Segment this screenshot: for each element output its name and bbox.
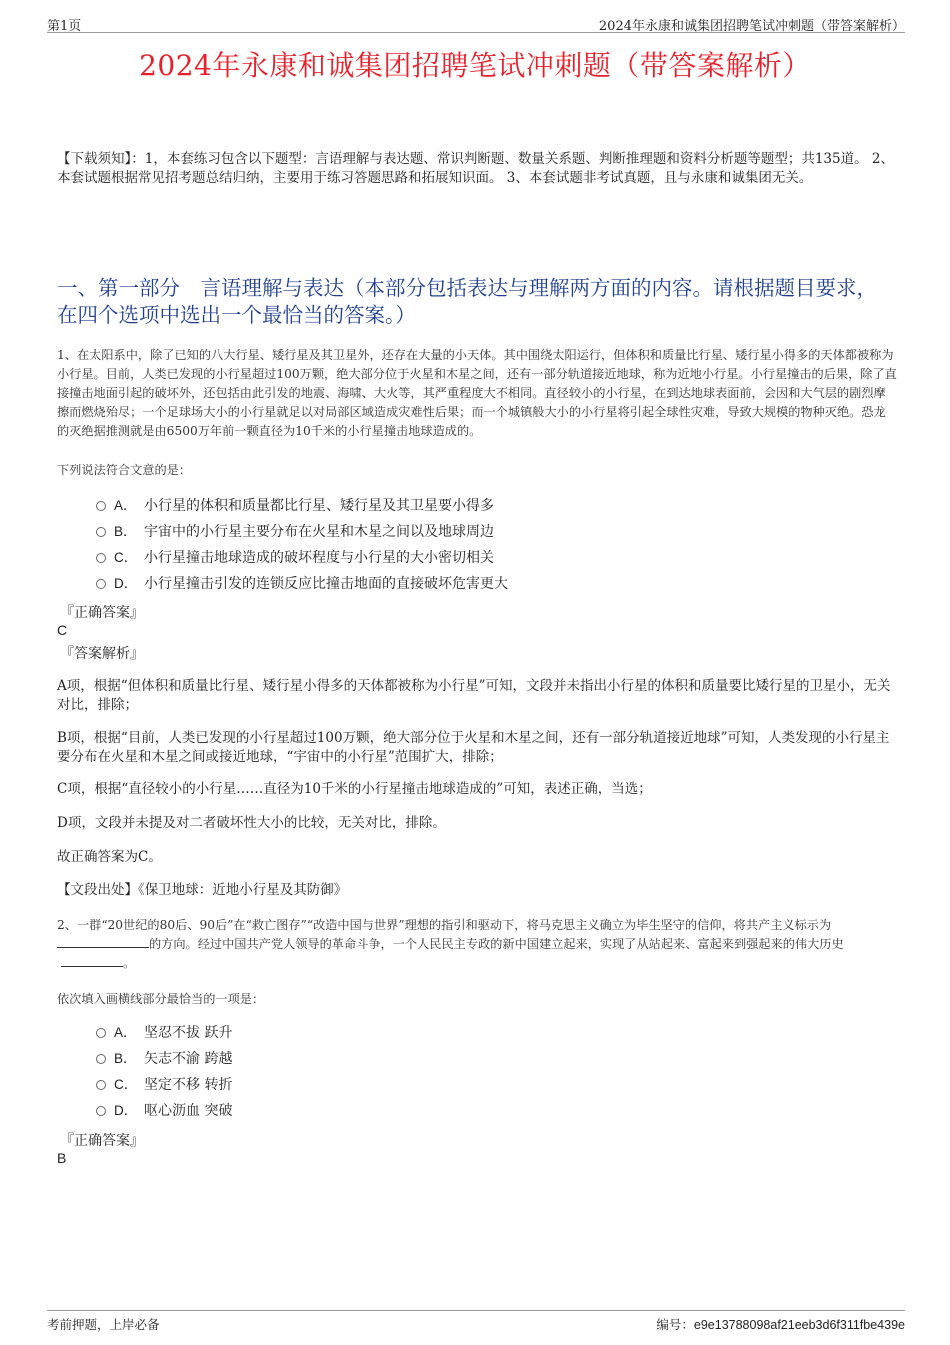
document-id: 编号：e9e13788098af21eeb3d6f311fbe439e bbox=[656, 1318, 905, 1332]
section-title: 一、第一部分 言语理解与表达（本部分包括表达与理解两方面的内容。请根据题目要求，在四个选项中选出一个最恰当的答案。） bbox=[57, 276, 877, 327]
radio-icon[interactable] bbox=[96, 553, 106, 563]
page-footer bbox=[47, 1310, 905, 1331]
fill-blank-1[interactable] bbox=[57, 935, 149, 948]
q2-option-c[interactable]: C． 坚定不移 转折 bbox=[96, 1074, 232, 1100]
q1-answer: C bbox=[57, 622, 68, 638]
page-header bbox=[47, 14, 905, 33]
page-number: 第1页 bbox=[47, 19, 82, 34]
q2-options bbox=[96, 1022, 232, 1126]
q1-option-a[interactable]: A． 小行星的体积和质量都比行星、矮行星及其卫星要小得多 bbox=[96, 495, 508, 521]
header-doc-title: 2024年永康和诚集团招聘笔试冲刺题（带答案解析） bbox=[598, 19, 905, 34]
radio-icon[interactable] bbox=[96, 579, 106, 589]
q1-passage: 1、在太阳系中，除了已知的八大行星、矮行星及其卫星外，还存在大量的小天体。其中围绕太阳运行，但体积和质量比行星、矮行星小得多的天体都被称为小行星。目前，人类已发现的小行星超过100万颗，绝大部分位于火星和木星之间，还有一部分轨道接近地球，称为近地小行星。小行星撞击的后果，除了直接撞击地面引起的破坏外，还包括由此引发的地震、海啸、大火等，其严重程度大不相同。直径较小的小行星，在到达地球表面前，会因和大气层的剧烈摩擦而燃烧殆尽；一个足球场大小的小行星就足以对局部区域造成灾难性后果；而一个城镇般大小的小行星将引起全球性灾难，导致大规模的物种灭绝。恐龙的灭绝据推测就是由6500万年前一颗直径为10千米的小行星撞击地球造成的。 bbox=[57, 348, 897, 438]
q1-answer-label: 『正确答案』 bbox=[60, 605, 144, 621]
q1-conclusion: 故正确答案为C。 bbox=[57, 849, 162, 865]
q1-analysis-b: B项，根据“目前，人类已发现的小行星超过100万颗，绝大部分位于火星和木星之间，还有一部分轨道接近地球”可知，人类发现的小行星主要分布在火星和木星之间或接近地球，“宇宙中的小行星”范围扩大，排除； bbox=[57, 730, 890, 765]
q2-answer-label: 『正确答案』 bbox=[60, 1133, 144, 1149]
q1-analysis-c: C项，根据“直径较小的小行星……直径为10千米的小行星撞击地球造成的”可知，表述正确，当选； bbox=[57, 781, 652, 797]
q1-analysis-a: A项，根据“但体积和质量比行星、矮行星小得多的天体都被称为小行星”可知，文段并未指出小行星的体积和质量要比矮行星的卫星小，无关对比，排除； bbox=[57, 678, 891, 713]
footer-slogan: 考前押题，上岸必备 bbox=[47, 1317, 160, 1332]
q2-option-b[interactable]: B． 矢志不渝 跨越 bbox=[96, 1048, 232, 1074]
q1-source: 【文段出处】《保卫地球：近地小行星及其防御》 bbox=[57, 882, 348, 898]
fill-blank-2[interactable] bbox=[61, 954, 123, 967]
q1-options bbox=[96, 495, 508, 599]
q1-analysis-label: 『答案解析』 bbox=[60, 646, 144, 662]
q1-option-d[interactable]: D． 小行星撞击引发的连锁反应比撞击地面的直接破坏危害更大 bbox=[96, 573, 508, 599]
q1-analysis-d: D项，文段并未提及对二者破坏性大小的比较，无关对比，排除。 bbox=[57, 815, 446, 831]
q1-prompt: 下列说法符合文意的是： bbox=[57, 463, 192, 477]
radio-icon[interactable] bbox=[96, 1054, 106, 1064]
q2-answer: B bbox=[57, 1150, 67, 1166]
page-title: 2024年永康和诚集团招聘笔试冲刺题（带答案解析） bbox=[139, 49, 811, 82]
q2-prompt: 依次填入画横线部分最恰当的一项是： bbox=[57, 992, 265, 1006]
q2-option-a[interactable]: A． 坚忍不拔 跃升 bbox=[96, 1022, 232, 1048]
radio-icon[interactable] bbox=[96, 1106, 106, 1116]
download-notice: 【下载须知】：1，本套练习包含以下题型：言语理解与表达题、常识判断题、数量关系题、判断推理题和资料分析题等题型；共135道。 2、本套试题根据常见招考题总结归纳，主要用于练习答题思路和拓展知识面。 3、本套试题非考试真题，且与永康和诚集团无关。 bbox=[57, 151, 894, 186]
radio-icon[interactable] bbox=[96, 501, 106, 511]
q1-option-c[interactable]: C． 小行星撞击地球造成的破坏程度与小行星的大小密切相关 bbox=[96, 547, 508, 573]
radio-icon[interactable] bbox=[96, 1080, 106, 1090]
q1-option-b[interactable]: B． 宇宙中的小行星主要分布在火星和木星之间以及地球周边 bbox=[96, 521, 508, 547]
radio-icon[interactable] bbox=[96, 1028, 106, 1038]
q2-passage: 2、一群“20世纪的80后、90后”在“救亡图存”“改造中国与世界”理想的指引和驱动下，将马克思主义确立为毕生坚守的信仰，将共产主义标示为的方向。经过中国共产党人领导的革命斗争，一个人民民主专政的新中国建立起来，实现了从站起来、富起来到强起来的伟大历史。 bbox=[57, 918, 844, 970]
radio-icon[interactable] bbox=[96, 527, 106, 537]
q2-option-d[interactable]: D． 呕心沥血 突破 bbox=[96, 1100, 232, 1126]
